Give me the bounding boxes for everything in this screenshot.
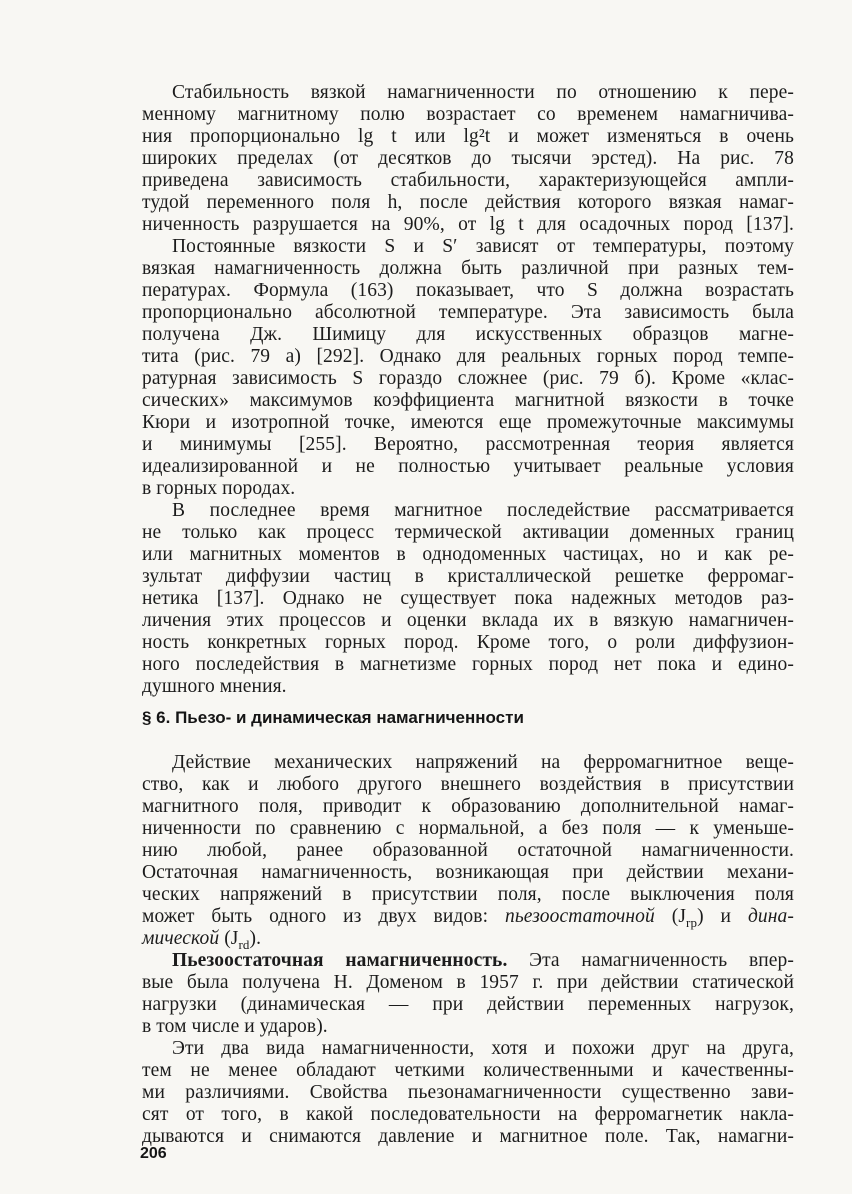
text-line: идеализированной и не полностью учитывает реальные условия — [142, 456, 794, 477]
text-line: магнитного поля, приводит к образованию дополнительной намаг- — [142, 796, 794, 817]
term-dynamic: дина- — [747, 906, 794, 927]
text-line: пропорционально абсолютной температуре. Эта зависимость была — [142, 302, 794, 323]
page-number: 206 — [140, 1145, 167, 1162]
text-line — [172, 950, 794, 972]
text-line: или магнитных моментов в однодоменных частицах, но и как ре- — [142, 544, 794, 565]
text-line: Постоянные вязкости S и S′ зависят от температуры, поэтому — [172, 236, 794, 257]
text-line: ство, как и любого другого внешнего воздействия в присутствии — [142, 774, 794, 795]
subscript: rp — [686, 914, 698, 930]
text-line: ческих напряжений в присутствии поля, после выключения поля — [142, 884, 794, 905]
text-line: Действие механических напряжений на ферромагнитное веще- — [172, 752, 794, 773]
text-line: сят от того, в какой последовательности на ферромагнетик накла- — [142, 1104, 794, 1125]
text-line: Эти два вида намагниченности, хотя и похожи друг на друга, — [172, 1038, 794, 1059]
text-line: вые была получена Н. Доменом в 1957 г. при действии статической — [142, 972, 794, 993]
text-line: ниченность разрушается на 90%, от lg t для осадочных пород [137]. — [142, 214, 794, 235]
term-dynamic-cont: мической — [142, 928, 220, 949]
text-run: ) и — [697, 906, 748, 927]
text-line: не только как процесс термической активации доменных границ — [142, 522, 794, 543]
text-line: нагрузки (динамическая — при действии переменных нагрузок, — [142, 994, 794, 1015]
text-line: получена Дж. Шимицу для искусственных образцов магне- — [142, 324, 794, 345]
text-line: нию любой, ранее образованной остаточной намагниченности. — [142, 840, 794, 861]
text-line: в горных породах. — [142, 478, 296, 499]
text-line: Кюри и изотропной точке, имеются еще промежуточные максимумы — [142, 412, 794, 433]
text-line: ниченности по сравнению с нормальной, а без поля — к уменьше- — [142, 818, 794, 839]
text-line: в том числе и ударов). — [142, 1016, 328, 1037]
text-line: личения этих процессов и оценки вклада их в вязкую намагничен- — [142, 610, 794, 631]
text-line: вязкая намагниченность должна быть различной при разных тем- — [142, 258, 794, 279]
text-line: ратурная зависимость S гораздо сложнее (рис. 79 б). Кроме «клас- — [142, 368, 794, 389]
text-line: тита (рис. 79 а) [292]. Однако для реальных горных пород темпе- — [142, 346, 794, 367]
text-line: ность конкретных горных пород. Кроме того, о роли диффузион- — [142, 632, 794, 653]
text-line: душного мнения. — [142, 676, 287, 697]
text-line: Остаточная намагниченность, возникающая при действии механи- — [142, 862, 794, 883]
text-line: приведена зависимость стабильности, характеризующейся ампли- — [142, 170, 794, 191]
text-line: Стабильность вязкой намагниченности по отношению к пере- — [172, 82, 794, 103]
text-line: тем не менее обладают четкими количественными и качественны- — [142, 1060, 794, 1081]
text-line: пературах. Формула (163) показывает, что S должна возрастать — [142, 280, 794, 301]
text-run: Эта намагниченность впер- — [507, 950, 794, 971]
text-line: ния пропорционально lg t или lg²t и может изменяться в очень — [142, 126, 794, 147]
text-line: В последнее время магнитное последействие рассматривается — [172, 500, 794, 521]
term-piezo-remanent: пьезоостаточной — [504, 906, 655, 927]
text-line: и минимумы [255]. Вероятно, рассмотренная теория является — [142, 434, 794, 455]
subscript: rd — [238, 936, 250, 952]
text-line: дываются и снимаются давление и магнитное поле. Так, намагни- — [142, 1126, 794, 1147]
text-line: нетика [137]. Однако не существует пока надежных методов раз- — [142, 588, 794, 609]
text-line: зультат диффузии частиц в кристаллической решетке ферромаг- — [142, 566, 794, 587]
section-heading: § 6. Пьезо- и динамическая намагниченности — [142, 708, 524, 727]
text-run: может быть одного из двух видов: — [142, 906, 505, 927]
text-run: (J — [219, 928, 239, 949]
text-run: ). — [249, 928, 262, 949]
text-line: менному магнитному полю возрастает со временем намагничива- — [142, 104, 794, 125]
text-line: сических» максимумов коэффициента магнитной вязкости в точке — [142, 390, 794, 411]
text-run: (J — [654, 906, 687, 927]
text-line: широких пределах (от десятков до тысячи эрстед). На рис. 78 — [142, 148, 794, 169]
text-line: ного последействия в магнетизме горных пород нет пока и едино- — [142, 654, 794, 675]
text-line: тудой переменного поля h, после действия которого вязкая намаг- — [142, 192, 794, 213]
run-in-heading: Пьезоостаточная намагниченность. — [172, 950, 508, 971]
text-line: ми различиями. Свойства пьезонамагниченности существенно зави- — [142, 1082, 794, 1103]
